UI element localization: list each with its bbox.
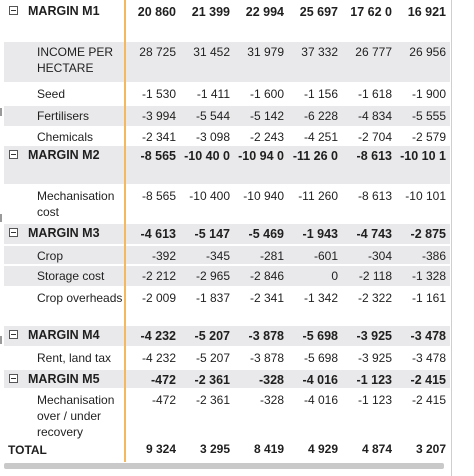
value-cell: -281	[259, 249, 284, 263]
value-cell: -6 228	[303, 109, 338, 123]
value-cell: -2 243	[249, 130, 284, 144]
row-header	[4, 2, 124, 38]
row-header	[4, 106, 124, 126]
left-handle-mark	[0, 214, 2, 222]
value-cell: -328	[259, 393, 284, 407]
margin-row	[4, 224, 450, 244]
left-handle-mark	[0, 336, 2, 344]
value-cell: -10 101	[405, 189, 446, 203]
value-cell: -5 207	[195, 351, 230, 365]
value-cell: -345	[205, 249, 230, 263]
value-cell: -2 415	[410, 373, 446, 387]
detail-row	[4, 348, 450, 368]
collapse-icon[interactable]	[9, 330, 18, 339]
value-cell: 20 860	[137, 5, 176, 19]
value-cell: -3 994	[141, 109, 176, 123]
value-cell: -3 925	[356, 329, 392, 343]
margin-row	[4, 2, 450, 38]
detail-row	[4, 42, 450, 82]
collapse-icon[interactable]	[9, 150, 18, 159]
value-cell: -2 846	[249, 269, 284, 283]
value-cell: -5 469	[248, 227, 284, 241]
value-cell: -2 415	[411, 393, 446, 407]
value-cell: -4 232	[140, 329, 176, 343]
value-cell: -1 156	[303, 87, 338, 101]
margin-label: MARGIN M5	[28, 372, 100, 386]
value-cell: -1 900	[411, 87, 446, 101]
detail-row	[4, 288, 450, 324]
value-cell: -3 098	[195, 130, 230, 144]
margin-label: MARGIN M3	[28, 226, 100, 240]
value-cell: -1 411	[196, 87, 230, 101]
detail-label: Crop	[37, 249, 64, 263]
value-cell: 17 62 0	[350, 5, 392, 19]
value-cell: -2 212	[141, 269, 176, 283]
value-cell: -4 743	[356, 227, 392, 241]
value-cell: -472	[151, 393, 176, 407]
row-header	[4, 390, 124, 438]
value-cell: -2 341	[141, 130, 176, 144]
value-cell: -3 878	[249, 351, 284, 365]
value-cell: 26 777	[355, 45, 392, 59]
total-cell: 8 419	[253, 442, 284, 456]
value-cell: -2 118	[358, 269, 392, 283]
detail-label: Chemicals	[37, 130, 94, 144]
total-cell: 4 874	[361, 442, 392, 456]
value-cell: -2 009	[141, 291, 176, 305]
detail-row	[4, 84, 450, 104]
value-cell: -8 613	[357, 189, 392, 203]
value-cell: -1 123	[356, 373, 392, 387]
row-header	[4, 42, 124, 82]
value-cell: 0	[331, 269, 338, 283]
detail-label: Mechanisation cost	[37, 189, 115, 219]
value-cell: -472	[150, 373, 176, 387]
margin-label: MARGIN M1	[28, 4, 100, 18]
value-cell: -4 251	[303, 130, 338, 144]
value-cell: -5 147	[194, 227, 230, 241]
total-cell: 3 207	[415, 442, 446, 456]
detail-label: Rent, land tax	[37, 351, 112, 365]
value-cell: -11 26 0	[292, 149, 338, 163]
value-cell: 28 725	[139, 45, 176, 59]
row-header	[4, 370, 124, 388]
row-header	[4, 224, 124, 244]
total-cell: 4 929	[307, 442, 338, 456]
value-cell: -5 207	[194, 329, 230, 343]
row-header	[4, 348, 124, 368]
value-cell: 37 332	[301, 45, 338, 59]
value-cell: -11 260	[298, 189, 338, 203]
value-cell: -4 016	[302, 373, 338, 387]
row-header	[4, 127, 124, 145]
value-cell: -3 925	[357, 351, 392, 365]
value-cell: -304	[367, 249, 392, 263]
value-cell: -3 878	[248, 329, 284, 343]
value-cell: -4 613	[140, 227, 176, 241]
value-cell: -2 361	[194, 373, 230, 387]
value-cell: -1 530	[141, 87, 176, 101]
row-header	[4, 266, 124, 286]
total-label: TOTAL	[8, 443, 47, 457]
column-divider	[124, 0, 126, 462]
value-cell: -2 965	[195, 269, 230, 283]
collapse-icon[interactable]	[9, 374, 18, 383]
value-cell: -2 341	[249, 291, 284, 305]
value-cell: -5 142	[249, 109, 284, 123]
margin-row	[4, 146, 450, 184]
value-cell: -4 232	[141, 351, 176, 365]
detail-row	[4, 246, 450, 264]
row-header	[4, 288, 124, 324]
value-cell: -2 361	[195, 393, 230, 407]
detail-row	[4, 266, 450, 286]
value-cell: -2 579	[411, 130, 446, 144]
value-cell: -1 328	[411, 269, 446, 283]
detail-label: Mechanisation over / under recovery	[37, 393, 115, 439]
value-cell: 16 921	[407, 5, 446, 19]
total-row	[4, 441, 450, 457]
value-cell: -8 565	[141, 189, 176, 203]
value-cell: -5 555	[411, 109, 446, 123]
value-cell: -10 40 0	[184, 149, 230, 163]
value-cell: -2 704	[357, 130, 392, 144]
value-cell: -1 943	[302, 227, 338, 241]
detail-row	[4, 186, 450, 222]
value-cell: -4 834	[357, 109, 392, 123]
value-cell: -392	[151, 249, 176, 263]
left-handle-mark	[0, 108, 2, 116]
value-cell: 31 979	[247, 45, 284, 59]
value-cell: -1 123	[357, 393, 392, 407]
value-cell: -328	[258, 373, 284, 387]
value-cell: -3 478	[410, 329, 446, 343]
row-header	[4, 186, 124, 222]
value-cell: -3 478	[411, 351, 446, 365]
total-cell: 3 295	[199, 442, 230, 456]
detail-label: Crop overheads	[37, 291, 123, 305]
value-cell: -10 10 1	[400, 149, 446, 163]
collapse-icon[interactable]	[9, 228, 18, 237]
value-cell: 26 956	[409, 45, 446, 59]
margin-row	[4, 370, 450, 388]
value-cell: -10 400	[189, 189, 230, 203]
value-cell: -10 94 0	[238, 149, 284, 163]
value-cell: 21 399	[191, 5, 230, 19]
value-cell: -10 940	[243, 189, 284, 203]
value-cell: -1 600	[249, 87, 284, 101]
row-header	[4, 84, 124, 104]
value-cell: 25 697	[299, 5, 338, 19]
value-cell: -386	[421, 249, 446, 263]
detail-label: INCOME PER HECTARE	[37, 45, 114, 75]
value-cell: -1 837	[195, 291, 230, 305]
detail-row	[4, 390, 450, 438]
value-cell: -2 875	[410, 227, 446, 241]
value-cell: -1 161	[411, 291, 446, 305]
margin-label: MARGIN M4	[28, 328, 100, 342]
margin-label: MARGIN M2	[28, 148, 100, 162]
value-cell: -8 565	[140, 149, 176, 163]
value-cell: 22 994	[245, 5, 284, 19]
total-cell: 9 324	[145, 442, 176, 456]
value-cell: -8 613	[356, 149, 392, 163]
right-border	[451, 0, 452, 476]
row-header	[4, 326, 124, 346]
detail-label: Seed	[37, 87, 66, 101]
row-header	[4, 246, 124, 264]
value-cell: -5 698	[303, 351, 338, 365]
detail-label: Storage cost	[37, 269, 105, 283]
collapse-icon[interactable]	[9, 6, 18, 15]
horizontal-scrollbar[interactable]	[4, 463, 444, 469]
value-cell: -4 016	[303, 393, 338, 407]
detail-row	[4, 106, 450, 126]
value-cell: -5 544	[195, 109, 230, 123]
value-cell: -1 618	[357, 87, 392, 101]
value-cell: 31 452	[193, 45, 230, 59]
value-cell: -5 698	[302, 329, 338, 343]
detail-row	[4, 127, 450, 145]
value-cell: -1 342	[303, 291, 338, 305]
row-header	[4, 146, 124, 184]
value-cell: -601	[313, 249, 338, 263]
margin-row	[4, 326, 450, 346]
value-cell: -2 322	[357, 291, 392, 305]
detail-label: Fertilisers	[37, 109, 90, 123]
